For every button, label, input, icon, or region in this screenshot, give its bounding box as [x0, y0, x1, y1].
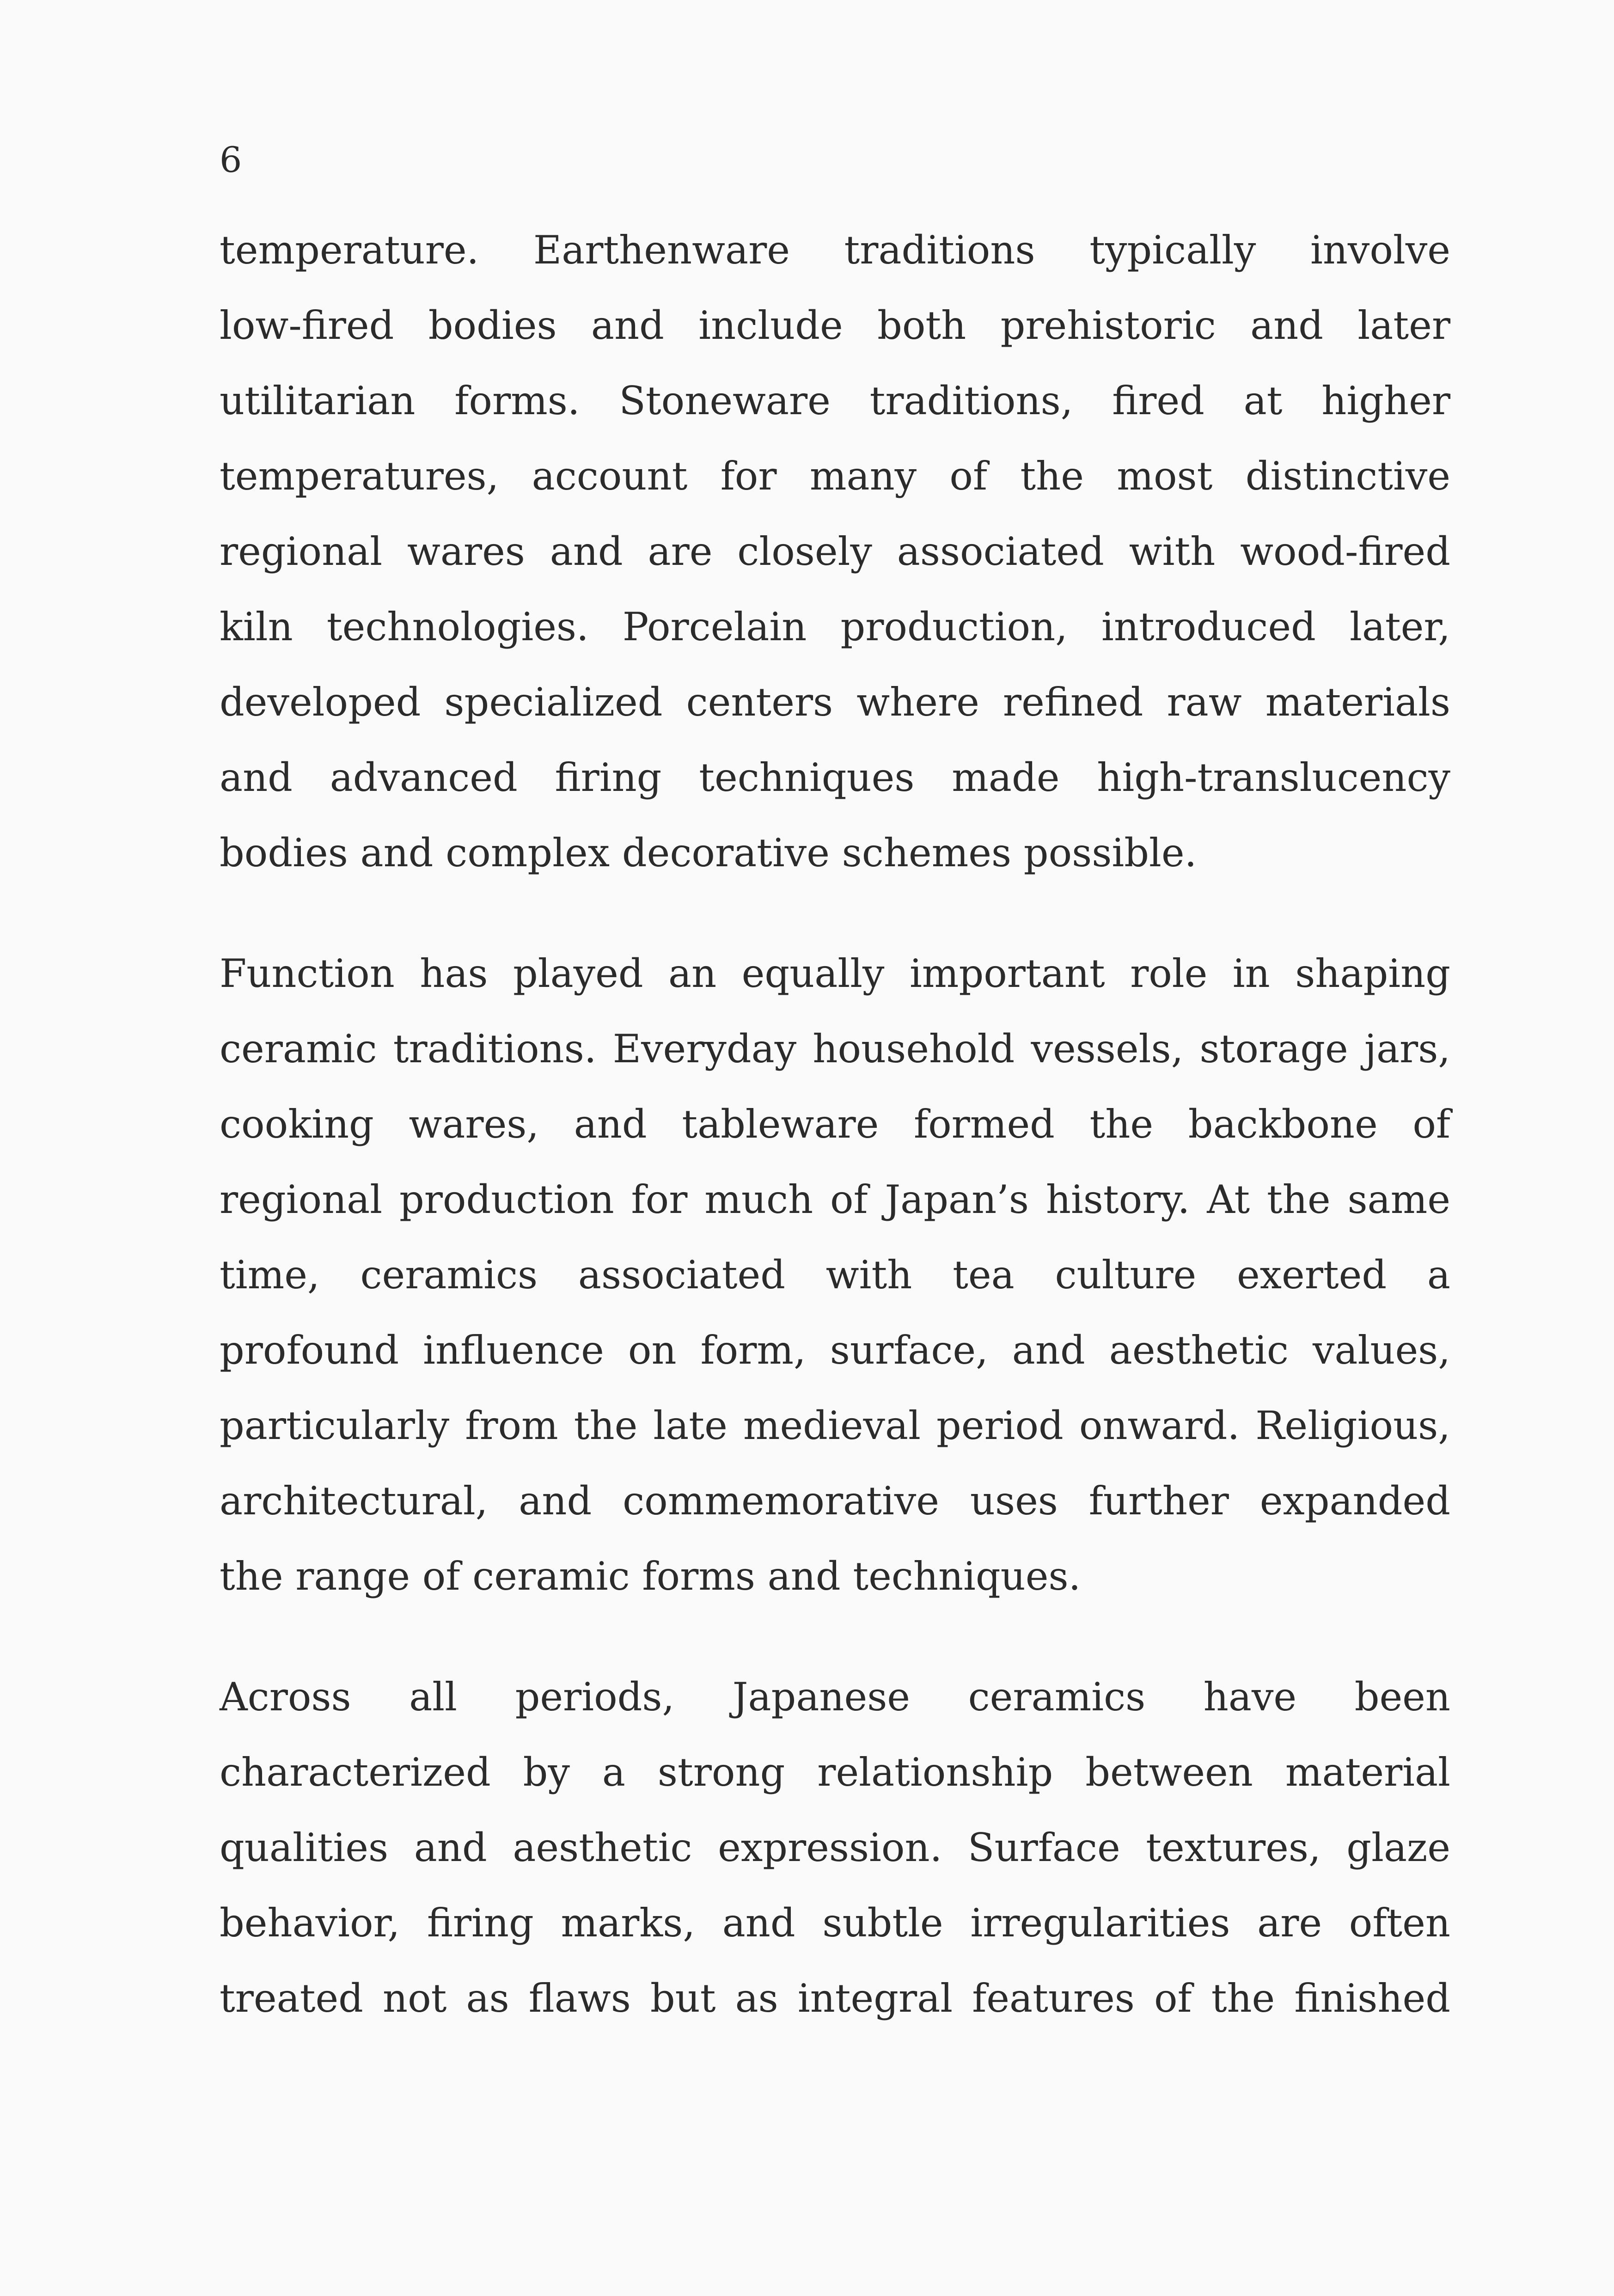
text-line: Function has played an equally important role in shaping — [220, 951, 1450, 996]
text-line: particularly from the late medieval period onward. Religious, — [220, 1403, 1450, 1448]
text-line: temperatures, account for many of the most distinctive — [220, 453, 1450, 499]
text-line: kiln technologies. Porcelain production, introduced later, — [220, 604, 1450, 649]
text-line: utilitarian forms. Stoneware traditions, fired at higher — [220, 378, 1450, 423]
text-line: treated not as flaws but as integral features of the finished — [220, 1976, 1450, 2021]
text-line: architectural, and commemorative uses further expanded — [220, 1478, 1450, 1524]
page-number: 6 — [220, 139, 242, 180]
text-line: time, ceramics associated with tea culture exerted a — [220, 1252, 1450, 1298]
paragraph-1 — [220, 213, 1450, 891]
text-line: qualities and aesthetic expression. Surface textures, glaze — [220, 1825, 1450, 1870]
text-line: low-fired bodies and include both prehistoric and later — [220, 303, 1450, 348]
text-line: Across all periods, Japanese ceramics have been — [220, 1674, 1450, 1720]
text-line: developed specialized centers where refined raw materials — [220, 680, 1450, 725]
paragraph-3 — [220, 1659, 1450, 2036]
text-line: regional production for much of Japan’s history. At the same — [220, 1177, 1450, 1222]
paragraph-2 — [220, 936, 1450, 1614]
text-line: regional wares and are closely associated with wood-fired — [220, 529, 1450, 574]
text-line: behavior, firing marks, and subtle irregularities are often — [220, 1900, 1450, 1946]
text-line: characterized by a strong relationship between material — [220, 1750, 1450, 1795]
text-line: bodies and complex decorative schemes possible. — [220, 830, 1197, 876]
text-line: profound influence on form, surface, and aesthetic values, — [220, 1328, 1450, 1373]
text-line: cooking wares, and tableware formed the backbone of — [220, 1102, 1450, 1147]
text-line: temperature. Earthenware traditions typically involve — [220, 227, 1450, 273]
body-text — [220, 213, 1450, 2036]
text-line: and advanced firing techniques made high-translucency — [220, 755, 1450, 800]
text-line: ceramic traditions. Everyday household vessels, storage jars, — [220, 1026, 1450, 1071]
text-line: the range of ceramic forms and techniques. — [220, 1554, 1081, 1599]
